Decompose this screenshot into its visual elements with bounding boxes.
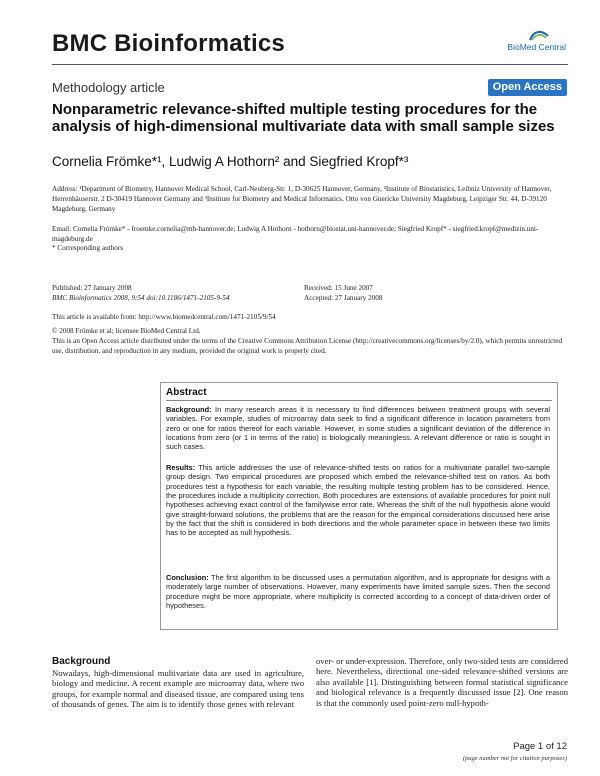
published-date: Published: 27 January 2008 <box>52 284 132 292</box>
biomed-central-logo <box>496 28 566 52</box>
copyright-line: © 2008 Frömke et al; licensee BioMed Central Ltd. <box>52 327 201 335</box>
author-emails: Email: Cornelia Frömke* - froemke.cornelia@mh-hannover.de; Ludwig A Hothorn - hothorn@biostat.uni-hannover.de; Siegfried Kropf* - siegfried.kropf@medizin.uni-magdeburg.de <box>52 225 539 243</box>
abstract-conclusion-label: Conclusion: <box>166 573 209 582</box>
article-availability <box>52 312 572 356</box>
abstract-results-label: Results: <box>166 463 196 472</box>
publisher-logo-text: BioMed Central <box>507 42 566 52</box>
abstract-rule <box>166 400 552 401</box>
publication-dates <box>52 283 564 303</box>
abstract-box <box>160 382 558 630</box>
received-date: Received: 15 June 2007 <box>304 284 373 292</box>
author-list: Cornelia Frömke*¹, Ludwig A Hothorn² and Siegfried Kropf*³ <box>52 154 409 169</box>
citation-line: BMC Bioinformatics 2008, 9:54 doi:10.1186/1471-2105-9-54 <box>52 294 230 302</box>
abstract-background-label: Background: <box>166 405 212 414</box>
section-heading-background: Background <box>52 656 111 667</box>
article-url[interactable]: This article is available from: http://www.biomedcentral.com/1471-2105/9/54 <box>52 313 276 321</box>
body-column-right: over- or under-expression. Therefore, only two-sided tests are considered here. Nevertheless, directional one-sided relevance-shifted versions are also available [1]. Distinguishing between formal statistical significance and biological relevance is a frequently discussed issue [2]. One reason is that the commonly used point-zero null-hypoth- <box>316 656 568 708</box>
abstract-results <box>166 463 550 538</box>
journal-title: BMC Bioinformatics <box>52 30 285 57</box>
open-access-badge: Open Access <box>488 79 567 96</box>
page-number: Page 1 of 12 <box>513 741 567 752</box>
body-column-left: Nowadays, high-dimensional multivariate data are used in agriculture, biology and medicine. A recent example are microarray data, where two groups, for example normal and diseased tissue, are compared using tens of thousands of genes. The aim is to identify those genes with relevant <box>52 668 304 710</box>
license-text: This is an Open Access article distributed under the terms of the Creative Commons Attribution License (http://creativecommons.org/licenses/by/2.0), which permits unrestricted use, distribution, and reproduction in any medium, provided the original work is properly cited. <box>52 337 563 355</box>
article-type: Methodology article <box>52 80 165 95</box>
header-rule <box>52 64 568 65</box>
abstract-background-text: In many research areas it is necessary to find differences between treatment groups with several variables. For example, studies of microarray data seek to find a significant difference in location parameters from zero or one for ratios thereof for each variable. However, in some studies a significant deviation of the difference in locations from zero (or 1 in terms of the ratio) is biologically meaningless. A relevant difference or ratio is sought in such cases. <box>166 405 551 452</box>
biomed-central-logo-icon <box>528 28 550 42</box>
affiliation-address: Address: ¹Department of Biometry, Hannover Medical School, Carl-Neuberg-Str. 1, D-30625 Hannover, Germany, ²Institute of Biostatistics, Leibniz University of Hannover, Herrenhäuserstr. 2 D-30419 Hannover Germany and ³Institute for Biometry and Medical Informatics, Otto von Guericke University Magdeburg, Leipziger Str. 44, D-39120 Magdeburg, Germany <box>52 185 552 213</box>
article-title: Nonparametric relevance-shifted multiple testing procedures for the analysis of high-dimensional multivariate data with small sample sizes <box>52 101 555 135</box>
abstract-conclusion-text: The first algorithm to be discussed uses a permutation algorithm, and is appropriate for designs with a moderately large number of observations. However, many experiments have limited sample sizes. Then the second procedure might be more appropriate, where multiplicity is corrected according to a concept of data-driven order of hypotheses. <box>166 573 550 611</box>
abstract-conclusion <box>166 573 550 610</box>
page-number-note: (page number not for citation purposes) <box>462 755 567 762</box>
abstract-background <box>166 405 550 452</box>
abstract-heading: Abstract <box>166 387 207 398</box>
abstract-results-text: This article addresses the use of relevance-shifted tests on ratios for a multivariate parallel two-sample group design. Two empirical procedures are proposed which embed the relevance-shifted test on ratios. As both procedures test a hypothesis for each variable, the resulting multiple testing problem has to be considered. Hence, the procedures include a multiplicity correction. Both procedures are extensions of available procedures for point null hypotheses achieving exact control of the familywise error rate. Whereas the shift of the null hypothesis alone would give straight-forward solutions, the problems that are the reason for the empirical considerations discussed here arise by the fact that the shift is considered in both directions and the whole parameter space in between these two limits has to be accepted as null hypothesis. <box>166 463 550 538</box>
accepted-date: Accepted: 27 January 2008 <box>304 294 383 302</box>
corresponding-note: * Corresponding authors <box>52 244 124 252</box>
